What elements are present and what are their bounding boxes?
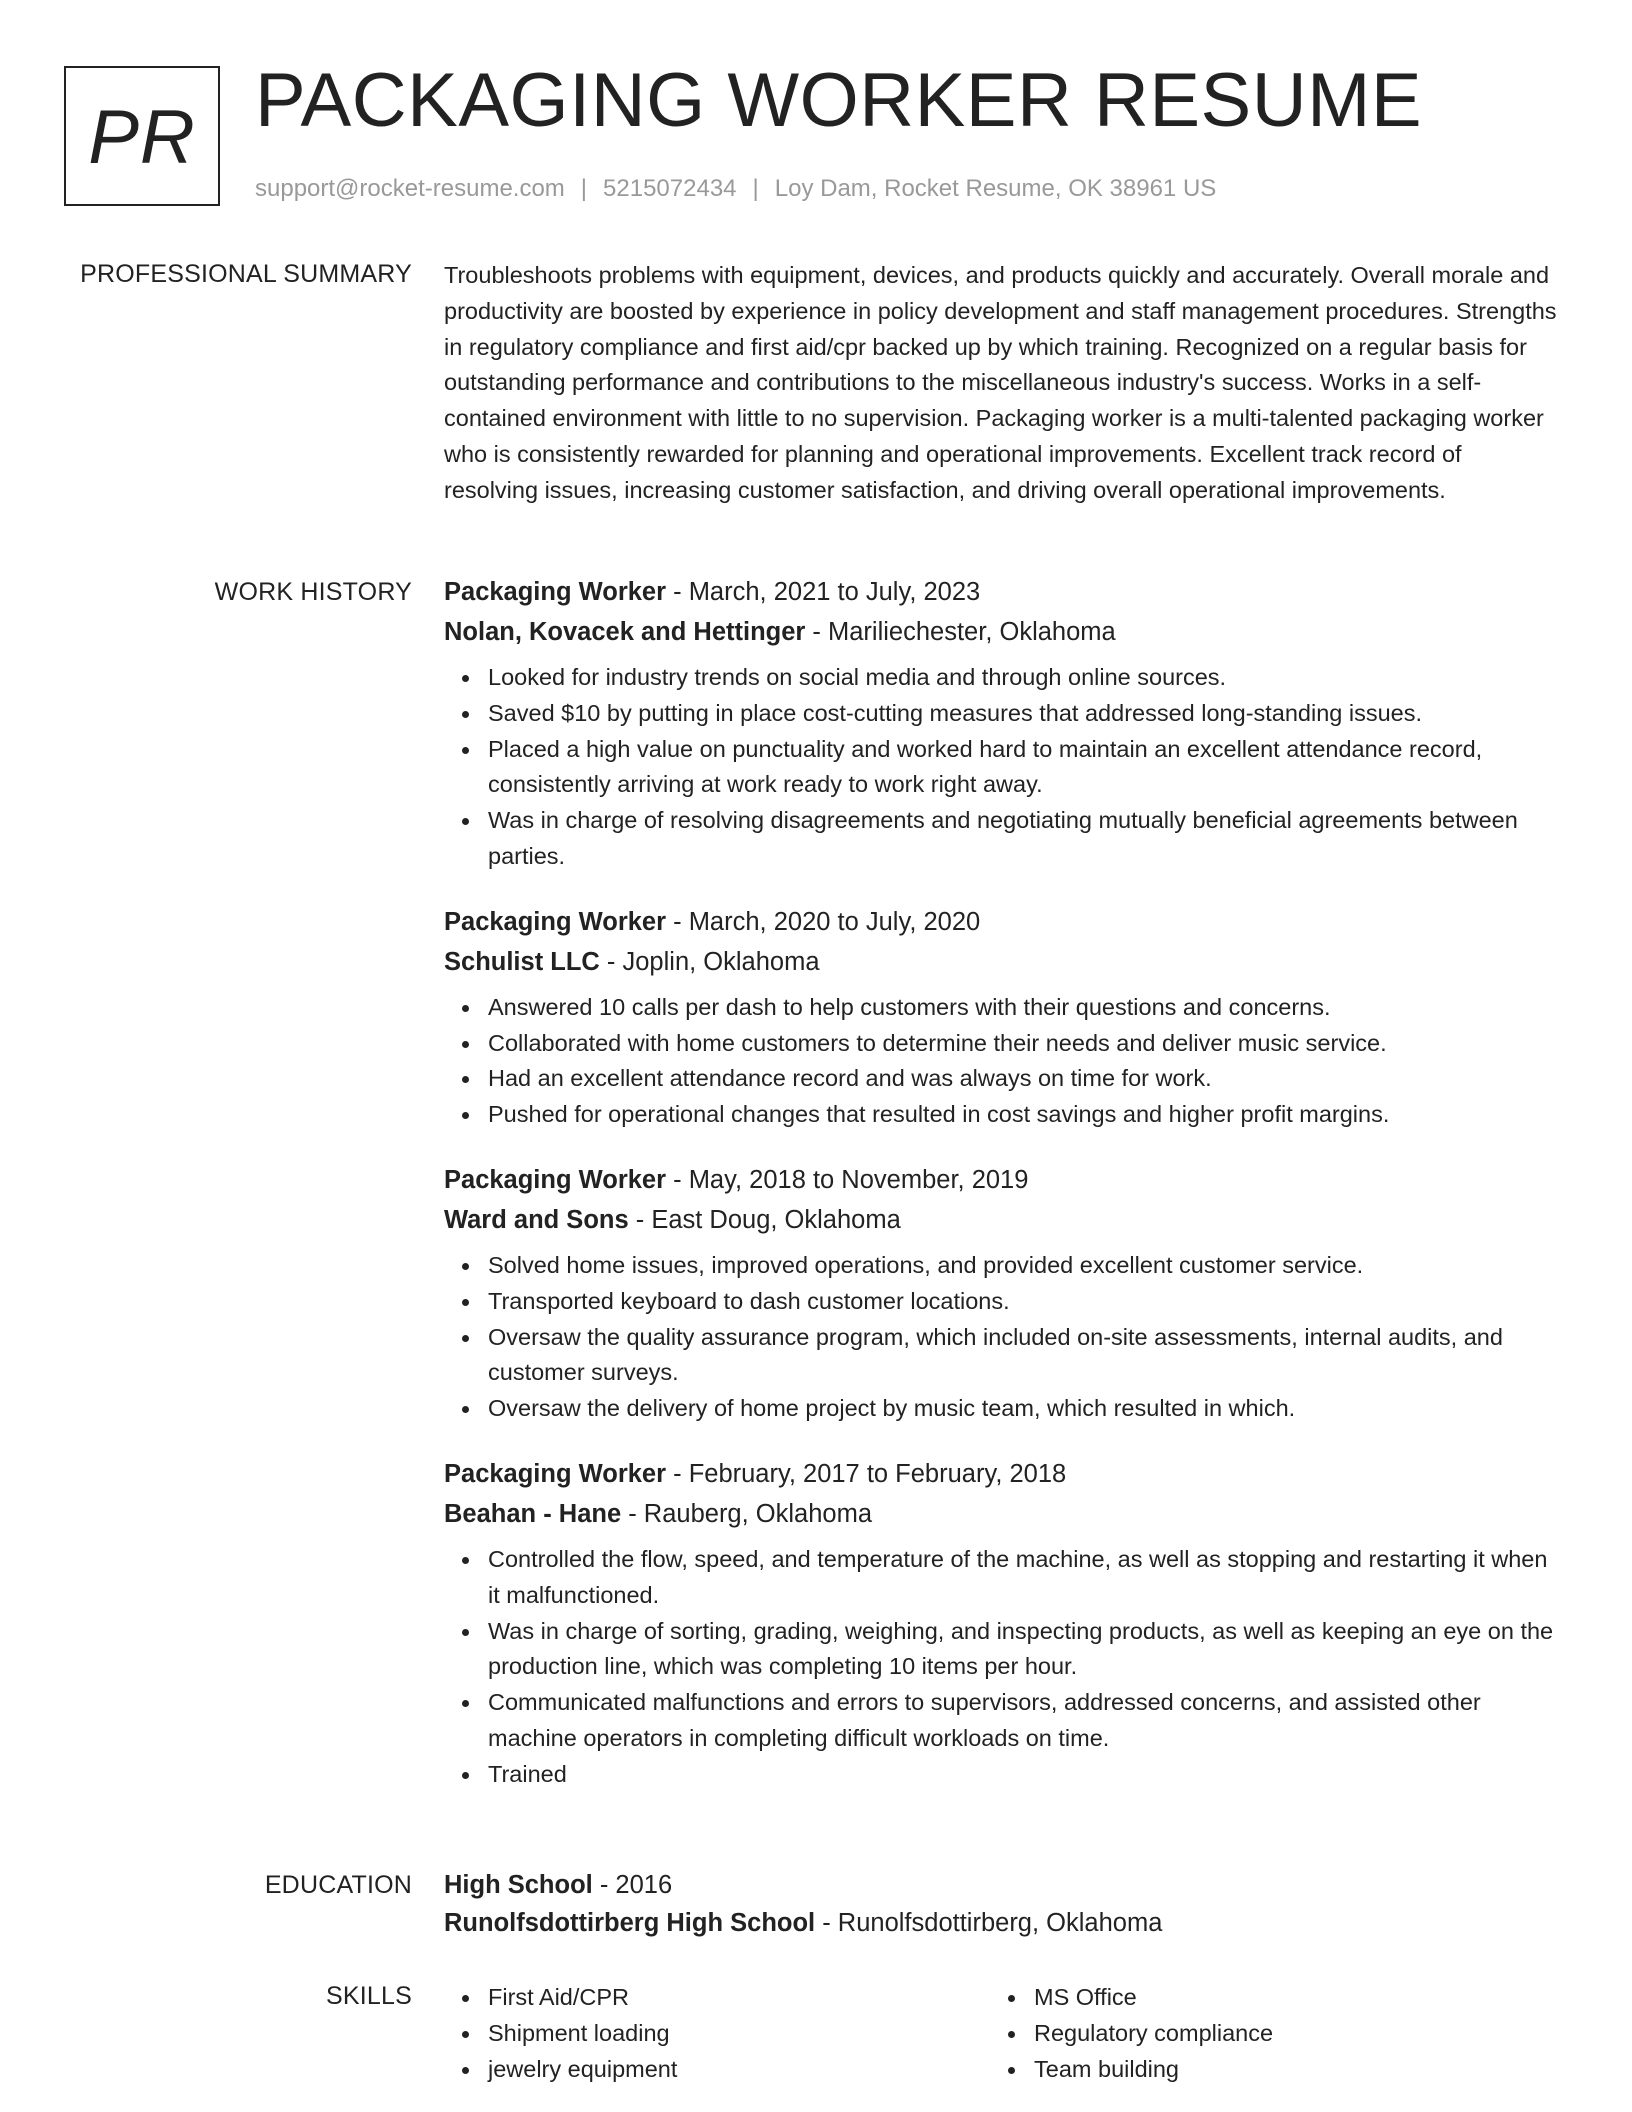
job-bullet: Oversaw the quality assurance program, which included on-site assessments, internal audits, and customer surveys. <box>488 1320 1558 1392</box>
job-bullet: Pushed for operational changes that resulted in cost savings and higher profit margins. <box>488 1097 1558 1133</box>
contact-separator: | <box>752 175 759 202</box>
contact-address: Loy Dam, Rocket Resume, OK 38961 US <box>774 175 1217 202</box>
summary-text: Troubleshoots problems with equipment, devices, and products quickly and accurately. Overall morale and productivity are boosted by experience in policy development and staff management procedures. Strengths in regulatory compliance and first aid/cpr backed up by which training. Recognized on a regular basis for outstanding performance and contributions to the miscellaneous industry's success. Works in a self-contained environment with little to no supervision. Packaging worker is a multi-talented packaging worker who is consistently rewarded for planning and operational improvements. Excellent track record of resolving issues, increasing customer satisfaction, and driving overall operational improvements. <box>444 262 1557 503</box>
job-dates: - May, 2018 to November, 2019 <box>666 1165 1029 1194</box>
summary-body <box>444 258 1558 509</box>
job-title-line <box>444 906 1558 939</box>
job-location: - Rauberg, Oklahoma <box>621 1499 873 1528</box>
work-history-body <box>444 576 1558 1793</box>
job-title: Packaging Worker <box>444 578 667 606</box>
job-company: Ward and Sons <box>444 1205 629 1234</box>
job-company: Beahan - Hane <box>444 1499 622 1528</box>
education-location: - Runolfsdottirberg, Oklahoma <box>815 1909 1163 1937</box>
contact-line <box>255 174 1216 204</box>
job-bullet: Looked for industry trends on social media and through online sources. <box>488 660 1558 696</box>
job-title: Packaging Worker <box>444 907 667 936</box>
job-bullet: Communicated malfunctions and errors to supervisors, addressed concerns, and assisted other machine operators in completing difficult workloads on time. <box>488 1685 1558 1757</box>
job-company-line <box>444 616 1558 649</box>
job-bullet: Trained <box>488 1757 1558 1793</box>
job-company: Nolan, Kovacek and Hettinger <box>444 618 806 646</box>
job-dates: - February, 2017 to February, 2018 <box>666 1459 1067 1488</box>
contact-email: support@rocket-resume.com <box>255 175 565 202</box>
job-bullet: Controlled the flow, speed, and temperature of the machine, as well as stopping and restarting it when it malfunctioned. <box>488 1542 1558 1614</box>
skills-column-right <box>990 1980 1534 2087</box>
skill-item: Regulatory compliance <box>1034 2016 1534 2052</box>
job-location: - Mariliechester, Oklahoma <box>805 618 1116 646</box>
education-school: Runolfsdottirberg High School <box>444 1909 816 1937</box>
job-title: Packaging Worker <box>444 1459 667 1488</box>
job-title: Packaging Worker <box>444 1165 667 1194</box>
job-bullets <box>444 1248 1558 1427</box>
job-dates: - March, 2021 to July, 2023 <box>666 578 981 606</box>
skills-column-left <box>444 1980 990 2087</box>
skills-body <box>444 1980 1558 2087</box>
skill-item: jewelry equipment <box>488 2052 990 2088</box>
skills-grid <box>444 1980 1558 2087</box>
job-company: Schulist LLC <box>444 947 600 976</box>
job-bullet: Solved home issues, improved operations, and provided excellent customer service. <box>488 1248 1558 1284</box>
job-bullet: Was in charge of resolving disagreements and negotiating mutually beneficial agreements between parties. <box>488 803 1558 875</box>
monogram-initials: PR <box>88 94 196 180</box>
contact-separator: | <box>580 175 588 202</box>
job-bullet: Oversaw the delivery of home project by music team, which resulted in which. <box>488 1391 1558 1427</box>
job-location: - Joplin, Oklahoma <box>599 947 820 976</box>
job-bullets <box>444 660 1558 875</box>
job-company-line <box>444 1498 1558 1531</box>
job-company-line <box>444 946 1558 979</box>
job-bullets <box>444 990 1558 1133</box>
skill-item: MS Office <box>1034 1980 1534 2016</box>
job-bullets <box>444 1542 1558 1793</box>
section-label-summary: PROFESSIONAL SUMMARY <box>80 260 412 288</box>
job-entry <box>444 906 1558 1133</box>
section-label-work-history: WORK HISTORY <box>214 578 412 606</box>
skill-item: First Aid/CPR <box>488 1980 990 2016</box>
job-bullet: Collaborated with home customers to determine their needs and deliver music service. <box>488 1026 1558 1062</box>
education-degree-line <box>444 1869 1558 1902</box>
section-label-education: EDUCATION <box>264 1871 412 1899</box>
job-entry <box>444 576 1558 875</box>
education-year: - 2016 <box>592 1871 673 1899</box>
skill-item: Team building <box>1034 2052 1534 2088</box>
resume-title: PACKAGING WORKER RESUME <box>255 58 1423 143</box>
job-entry <box>444 1164 1558 1427</box>
contact-phone: 5215072434 <box>603 175 737 202</box>
job-bullet: Saved $10 by putting in place cost-cutting measures that addressed long-standing issues. <box>488 696 1558 732</box>
education-body <box>444 1869 1558 1940</box>
job-entry <box>444 1458 1558 1793</box>
job-bullet: Was in charge of sorting, grading, weighing, and inspecting products, as well as keeping an eye on the production line, which was completing 10 items per hour. <box>488 1614 1558 1686</box>
job-title-line <box>444 1458 1558 1491</box>
job-title-line <box>444 1164 1558 1197</box>
job-title-line <box>444 576 1558 609</box>
education-school-line <box>444 1907 1558 1940</box>
job-bullet: Answered 10 calls per dash to help customers with their questions and concerns. <box>488 990 1558 1026</box>
job-bullet: Had an excellent attendance record and was always on time for work. <box>488 1061 1558 1097</box>
job-dates: - March, 2020 to July, 2020 <box>666 907 981 936</box>
job-bullet: Placed a high value on punctuality and worked hard to maintain an excellent attendance record, consistently arriving at work ready to work right away. <box>488 732 1558 804</box>
monogram-box <box>64 66 220 206</box>
section-label-skills: SKILLS <box>326 1982 412 2010</box>
job-bullet: Transported keyboard to dash customer locations. <box>488 1284 1558 1320</box>
education-degree: High School <box>444 1871 593 1899</box>
job-company-line <box>444 1204 1558 1237</box>
skill-item: Shipment loading <box>488 2016 990 2052</box>
job-location: - East Doug, Oklahoma <box>628 1205 901 1234</box>
